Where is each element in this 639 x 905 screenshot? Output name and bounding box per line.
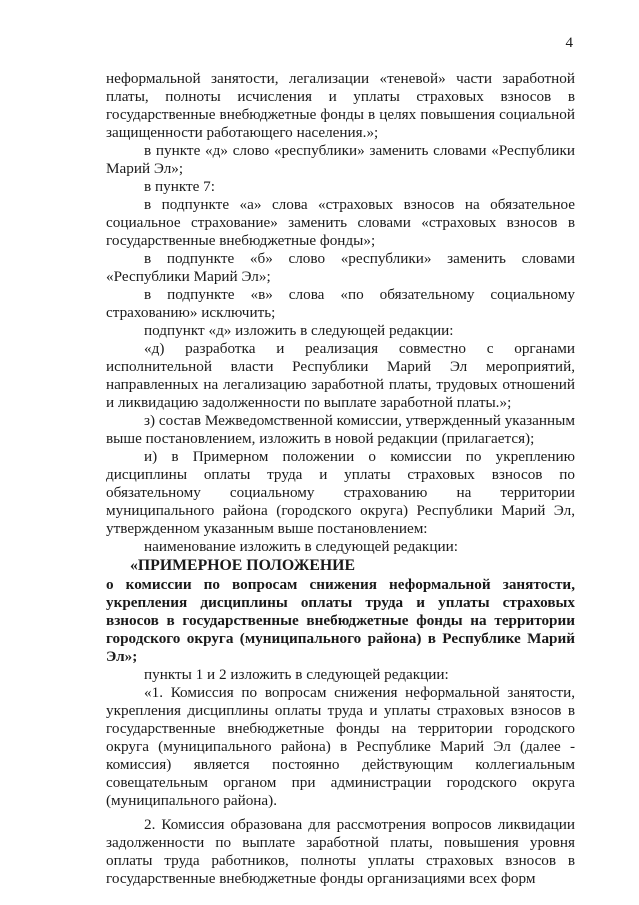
heading-main: «ПРИМЕРНОЕ ПОЛОЖЕНИЕ [130,557,355,574]
paragraph-item-i: и) в Примерном положении о комиссии по укреплению дисциплины оплаты труда и уплаты страховых взносов по обязательному социальному страхованию на территории муниципального района (городского округа) Республики Марий Эл, утвержденном указанным выше постановлением: [106,448,575,537]
page-number: 4 [565,35,573,51]
heading-sub: о комиссии по вопросам снижения неформальной занятости, укрепления дисциплины оплаты труда и уплаты страховых взносов в государственные внебюджетные фонды на территории городского округа (муниципального района) в Республике Марий Эл»; [106,576,575,665]
paragraph-point-1: «1. Комиссия по вопросам снижения неформальной занятости, укрепления дисциплины оплаты труда и уплаты страховых взносов в государственные внебюджетные фонды на территории городского округа (муниципального района) в Республике Марий Эл (далее - комиссия) является постоянно действующим коллегиальным совещательным органом при администрации городского округа (муниципального района). [106,684,575,809]
paragraph-subitem-d-intro: подпункт «д» изложить в следующей редакции: [144,322,454,339]
paragraph-item-z: з) состав Межведомственной комиссии, утвержденный указанным выше постановлением, изложить в новой редакции (прилагается); [106,412,575,447]
paragraph-name-intro: наименование изложить в следующей редакции: [144,538,458,555]
paragraph-continuation: неформальной занятости, легализации «теневой» части заработной платы, полноты исчисления и уплаты страховых взносов в государственные внебюджетные фонды в целях повышения социальной защищенности работающего населения.»; [106,70,575,141]
paragraph-subitem-v: в подпункте «в» слова «по обязательному социальному страхованию» исключить; [106,286,575,321]
paragraph-subitem-d-text: «д) разработка и реализация совместно с органами исполнительной власти Республики Марий Эл мероприятий, направленных на легализацию заработной платы, трудовых отношений и ликвидацию задолженности по выплате заработной платы.»; [106,340,575,411]
paragraph-point-7: в пункте 7: [144,178,215,195]
paragraph-point-2: 2. Комиссия образована для рассмотрения вопросов ликвидации задолженности по выплате заработной платы, повышения уровня оплаты труда работников, полноты уплаты страховых взносов в государственные внебюджетные фонды организациями всех форм [106,816,575,887]
paragraph-subitem-a: в подпункте «а» слова «страховых взносов на обязательное социальное страхование» заменить словами «страховых взносов в государственные внебюджетные фонды»; [106,196,575,249]
document-body [106,70,575,888]
paragraph-points-intro: пункты 1 и 2 изложить в следующей редакции: [144,666,449,683]
paragraph-item-d: в пункте «д» слово «республики» заменить словами «Республики Марий Эл»; [106,142,575,177]
paragraph-subitem-b: в подпункте «б» слово «республики» заменить словами «Республики Марий Эл»; [106,250,575,285]
